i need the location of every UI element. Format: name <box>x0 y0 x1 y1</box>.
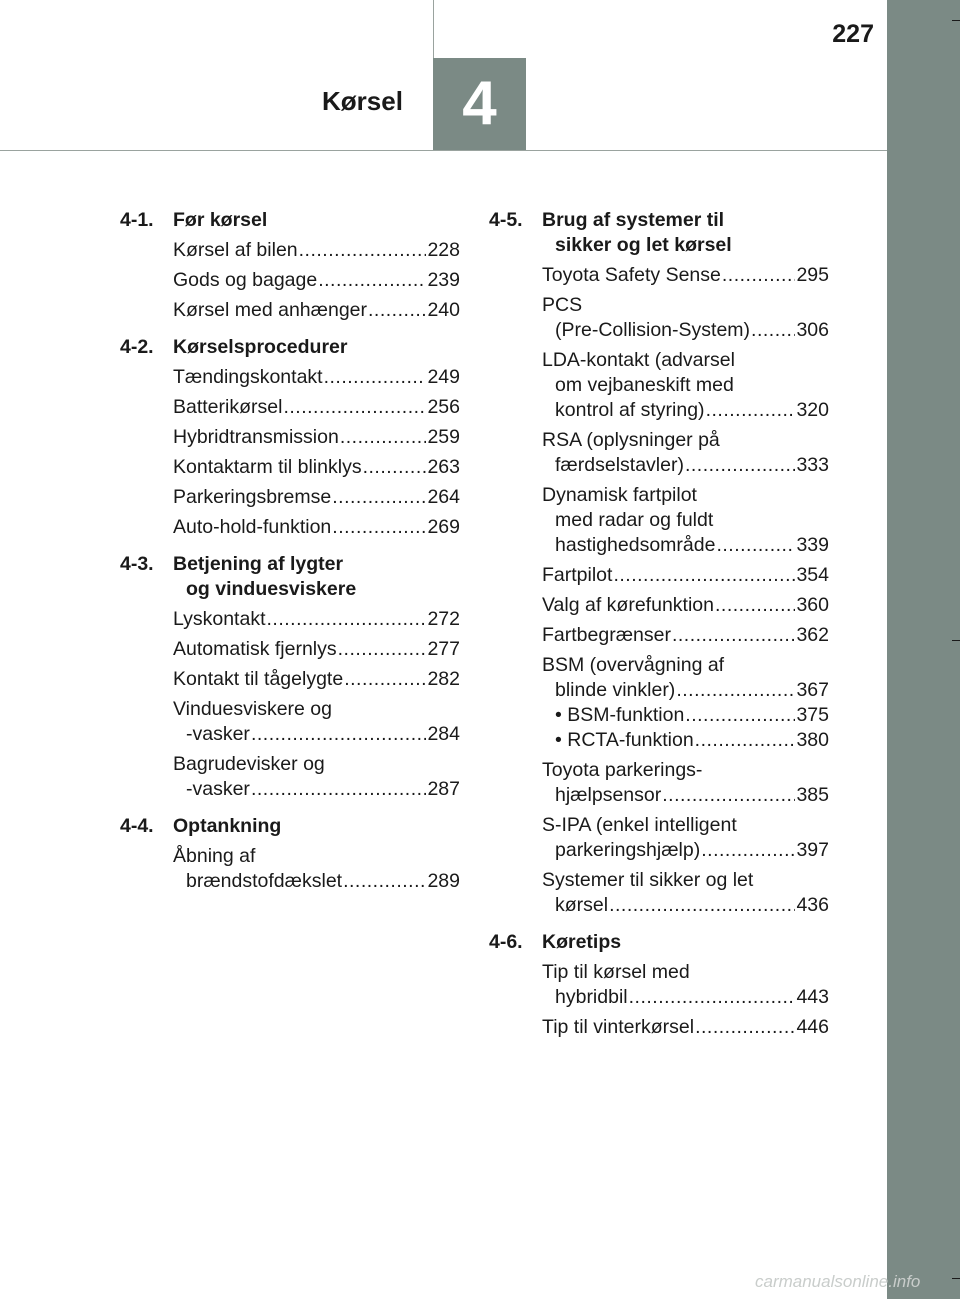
toc-left-column <box>120 208 460 899</box>
entry-title: Kontaktarm til blinklys <box>173 456 362 478</box>
section-number: 4-5. <box>489 209 523 231</box>
toc-entry[interactable] <box>173 298 460 323</box>
entry-title: Åbning af <box>173 845 256 867</box>
section-number: 4-2. <box>120 336 154 358</box>
toc-entry[interactable] <box>173 455 460 480</box>
entry-page: 264 <box>427 486 460 508</box>
entry-page: 263 <box>427 456 460 478</box>
entry-title: Fartbegrænser <box>542 624 671 646</box>
entry-page: 446 <box>796 1016 829 1038</box>
entry-title-cont: med radar og fuldt <box>555 509 714 531</box>
entry-title: LDA-kontakt (advarsel <box>542 349 735 371</box>
toc-entry[interactable] <box>173 485 460 510</box>
toc-entry[interactable] <box>173 844 460 894</box>
toc-entry[interactable] <box>173 752 460 802</box>
entry-page: 289 <box>427 870 460 892</box>
toc-section-heading[interactable] <box>489 208 829 258</box>
toc-entry[interactable] <box>173 697 460 747</box>
entry-page: 320 <box>796 399 829 421</box>
toc-entry[interactable] <box>542 758 829 808</box>
entry-title-cont: hybridbil <box>555 986 628 1008</box>
entry-page: 333 <box>796 454 829 476</box>
toc-entry[interactable] <box>542 868 829 918</box>
toc-entry[interactable] <box>542 348 829 423</box>
toc-entry[interactable] <box>173 515 460 540</box>
entry-title: Tip til vinterkørsel <box>542 1016 695 1038</box>
entry-page: 443 <box>796 986 829 1008</box>
entry-title-cont: brændstofdækslet <box>186 870 343 892</box>
toc-entry[interactable] <box>542 428 829 478</box>
toc-section-heading[interactable] <box>120 814 460 839</box>
toc-entry[interactable] <box>173 667 460 692</box>
entry-title: Hybridtransmission <box>173 426 339 448</box>
entry-title-cont: parkeringshjælp) <box>555 839 701 861</box>
section-number: 4-4. <box>120 815 154 837</box>
entry-title: Auto-hold-funktion <box>173 516 332 538</box>
entry-title-cont: hjælpsensor <box>555 784 662 806</box>
entry-title-cont: om vejbaneskift med <box>555 374 734 396</box>
toc-entry[interactable] <box>542 1015 829 1040</box>
header-divider-vertical <box>433 0 434 58</box>
section-title-cont: sikker og let kørsel <box>555 234 732 256</box>
toc-subentry[interactable] <box>542 728 829 753</box>
entry-title-cont: kontrol af styring) <box>555 399 705 421</box>
entry-page: 239 <box>427 269 460 291</box>
entry-title-cont: kørsel <box>555 894 609 916</box>
entry-page: 228 <box>427 239 460 261</box>
toc-entry[interactable] <box>542 653 829 753</box>
toc-entry[interactable] <box>173 395 460 420</box>
entry-title: Parkeringsbremse <box>173 486 332 508</box>
entry-title: Dynamisk fartpilot <box>542 484 697 506</box>
chapter-side-tab <box>887 0 960 1299</box>
entry-page: 380 <box>796 729 829 751</box>
entry-page: 375 <box>796 704 829 726</box>
entry-title: BSM (overvågning af <box>542 654 725 676</box>
entry-page: 354 <box>796 564 829 586</box>
entry-page: 306 <box>796 319 829 341</box>
toc-section-heading[interactable] <box>120 552 460 602</box>
entry-page: 272 <box>427 608 460 630</box>
section-number: 4-1. <box>120 209 154 231</box>
subentry-title: • BSM-funktion <box>555 704 685 726</box>
entry-page: 269 <box>427 516 460 538</box>
entry-title: Tændingskontakt <box>173 366 323 388</box>
entry-title: PCS <box>542 294 583 316</box>
toc-entry[interactable] <box>173 607 460 632</box>
toc-entry[interactable] <box>542 960 829 1010</box>
entry-title-cont: blinde vinkler) <box>555 679 676 701</box>
entry-title: Vinduesviskere og <box>173 698 332 720</box>
entry-title: Batterikørsel <box>173 396 283 418</box>
entry-title-cont: færdselstavler) <box>555 454 684 476</box>
entry-page: 249 <box>427 366 460 388</box>
entry-page: 259 <box>427 426 460 448</box>
toc-entry[interactable] <box>542 263 829 288</box>
entry-title-cont: hastighedsområde <box>555 534 716 556</box>
toc-entry[interactable] <box>542 623 829 648</box>
chapter-number-box: 4 <box>433 58 526 150</box>
section-title-cont: og vinduesviskere <box>186 578 357 600</box>
toc-right-column <box>489 208 829 1045</box>
toc-entry[interactable] <box>542 483 829 558</box>
entry-title-cont: -vasker <box>186 723 250 745</box>
entry-title: Bagrudevisker og <box>173 753 325 775</box>
entry-title: Toyota parkerings- <box>542 759 703 781</box>
entry-title: Toyota Safety Sense <box>542 264 721 286</box>
section-number: 4-3. <box>120 553 154 575</box>
section-title: Brug af systemer til <box>542 209 725 231</box>
entry-title: Tip til kørsel med <box>542 961 690 983</box>
toc-entry[interactable] <box>542 593 829 618</box>
section-title: Optankning <box>173 815 282 837</box>
entry-title: Systemer til sikker og let <box>542 869 754 891</box>
entry-title: Kørsel med anhænger <box>173 299 368 321</box>
entry-title: S-IPA (enkel intelligent <box>542 814 737 836</box>
entry-title: Gods og bagage <box>173 269 318 291</box>
entry-page: 282 <box>427 668 460 690</box>
toc-section-heading[interactable] <box>489 930 829 955</box>
toc-entry[interactable] <box>173 268 460 293</box>
toc-subentry[interactable] <box>542 703 829 728</box>
entry-title-cont: (Pre-Collision-System) <box>555 319 751 341</box>
entry-page: 385 <box>796 784 829 806</box>
entry-title-cont: -vasker <box>186 778 250 800</box>
entry-page: 240 <box>427 299 460 321</box>
toc-section-heading[interactable] <box>120 208 460 233</box>
entry-title: Kørsel af bilen <box>173 239 298 261</box>
entry-page: 256 <box>427 396 460 418</box>
entry-page: 436 <box>796 894 829 916</box>
entry-page: 284 <box>427 723 460 745</box>
subentry-title: • RCTA-funktion <box>555 729 694 751</box>
crop-mark <box>952 1278 960 1279</box>
toc-entry[interactable] <box>542 813 829 863</box>
entry-page: 397 <box>796 839 829 861</box>
entry-title: Lyskontakt <box>173 608 266 630</box>
entry-page: 367 <box>796 679 829 701</box>
entry-page: 339 <box>796 534 829 556</box>
toc-entry[interactable] <box>173 425 460 450</box>
entry-title: Valg af kørefunktion <box>542 594 714 616</box>
toc-entry[interactable] <box>542 563 829 588</box>
chapter-title: Kørsel <box>322 86 403 116</box>
entry-title: Kontakt til tågelygte <box>173 668 344 690</box>
watermark-text: carmanualsonline.info <box>755 1272 921 1291</box>
toc-entry[interactable] <box>173 238 460 263</box>
section-number: 4-6. <box>489 931 523 953</box>
section-title: Køretips <box>542 931 622 953</box>
crop-mark <box>952 640 960 641</box>
entry-title: Fartpilot <box>542 564 613 586</box>
toc-entry[interactable] <box>542 293 829 343</box>
entry-title: RSA (oplysninger på <box>542 429 720 451</box>
toc-entry[interactable] <box>173 365 460 390</box>
entry-page: 277 <box>427 638 460 660</box>
header-divider-horizontal <box>0 150 887 151</box>
section-title: Kørselsprocedurer <box>173 336 348 358</box>
section-title: Betjening af lygter <box>173 553 344 575</box>
toc-entry[interactable] <box>173 637 460 662</box>
section-title: Før kørsel <box>173 209 268 231</box>
crop-mark <box>952 20 960 21</box>
entry-page: 295 <box>796 264 829 286</box>
entry-page: 287 <box>427 778 460 800</box>
entry-page: 360 <box>796 594 829 616</box>
page-number: 227 <box>832 20 874 48</box>
toc-section-heading[interactable] <box>120 335 460 360</box>
entry-title: Automatisk fjernlys <box>173 638 337 660</box>
entry-page: 362 <box>796 624 829 646</box>
